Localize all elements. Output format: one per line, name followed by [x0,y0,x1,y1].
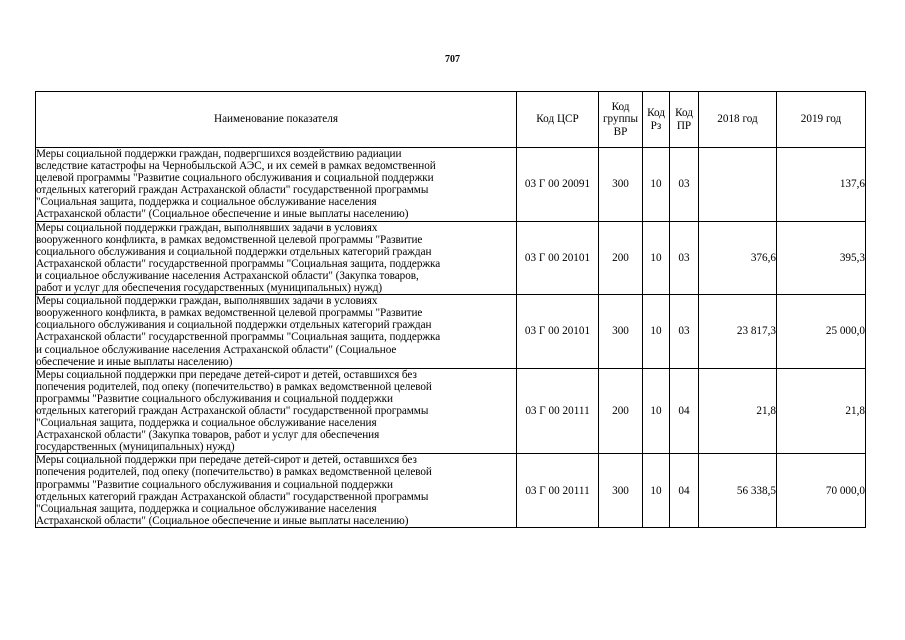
row-vr: 300 [599,454,643,528]
row-rz: 10 [643,454,670,528]
header-2018: 2018 год [699,92,777,148]
row-name-line: Меры социальной поддержки при передаче детей-сирот и детей, оставшихся без [36,454,417,467]
row-csr: 03 Г 00 20091 [517,148,599,222]
row-name-line: Астраханской области" государственной программы "Социальная защита, поддержка [36,257,441,270]
row-name-line: обеспечение и иные выплаты населению) [36,355,233,368]
row-vr: 300 [599,148,643,222]
row-2018: 376,6 [699,221,777,295]
header-csr: Код ЦСР [517,92,599,148]
row-name-cell [36,148,517,222]
row-name-line: программы "Развитие социального обслуживания и социальной поддержки [36,478,393,491]
row-name-line: "Социальная защита, поддержка и социальное обслуживание населения [36,502,377,515]
row-name-line: и социальное обслуживание населения Астраханской области" (Закупка товаров, [36,269,419,282]
row-2019: 395,3 [777,221,866,295]
row-name-line: попечения родителей, под опеку (попечительство) в рамках ведомственной целевой [36,380,432,393]
row-name-cell [36,295,517,369]
row-name-line: "Социальная защита, поддержка и социальное обслуживание населения [36,196,377,209]
row-name-line: социального обслуживания и социальной поддержки отдельных категорий граждан [36,319,432,332]
row-name-line: программы "Развитие социального обслуживания и социальной поддержки [36,392,393,405]
row-name-line: целевой программы "Развитие социального обслуживания и социальной поддержки [36,172,434,185]
row-pr: 03 [670,221,699,295]
header-pr: Код ПР [670,92,699,148]
row-name-line: Меры социальной поддержки граждан, выполнявших задачи в условиях [36,221,378,234]
table-header [36,92,866,148]
header-2019: 2019 год [777,92,866,148]
row-2018: 56 338,5 [699,454,777,528]
row-pr: 03 [670,148,699,222]
row-csr: 03 Г 00 20101 [517,221,599,295]
row-name-cell [36,368,517,454]
row-name-line: отдельных категорий граждан Астраханской области" государственной программы [36,404,429,417]
row-2019: 21,8 [777,368,866,454]
row-rz: 10 [643,148,670,222]
budget-table [35,91,866,528]
row-vr: 300 [599,295,643,369]
row-csr: 03 Г 00 20111 [517,368,599,454]
row-name-line: Астраханской области" (Социальное обеспечение и иные выплаты населению) [36,208,409,221]
row-2019: 25 000,0 [777,295,866,369]
row-2018 [699,148,777,222]
row-name-line: вследствие катастрофы на Чернобыльской АЭС, и их семей в рамках ведомственной [36,160,436,173]
row-name-line: Астраханской области" (Социальное обеспечение и иные выплаты населению) [36,514,409,527]
row-pr: 04 [670,368,699,454]
row-pr: 04 [670,454,699,528]
row-rz: 10 [643,295,670,369]
header-vr: Код группы ВР [599,92,643,148]
row-pr: 03 [670,295,699,369]
table-row [36,295,866,369]
row-name-line: работ и услуг для обеспечения государственных (муниципальных) нужд) [36,282,383,295]
header-rz: Код Рз [643,92,670,148]
row-name-cell [36,221,517,295]
row-2019: 137,6 [777,148,866,222]
table-row [36,221,866,295]
row-name-line: вооруженного конфликта, в рамках ведомственной целевой программы "Развитие [36,307,423,320]
row-vr: 200 [599,221,643,295]
row-2019: 70 000,0 [777,454,866,528]
row-name-cell [36,454,517,528]
table-row [36,148,866,222]
row-csr: 03 Г 00 20101 [517,295,599,369]
row-vr: 200 [599,368,643,454]
row-name-line: Астраханской области" государственной программы "Социальная защита, поддержка [36,331,441,344]
row-name-line: "Социальная защита, поддержка и социальное обслуживание населения [36,417,377,430]
row-rz: 10 [643,221,670,295]
row-csr: 03 Г 00 20111 [517,454,599,528]
row-name-line: вооруженного конфликта, в рамках ведомственной целевой программы "Развитие [36,233,423,246]
row-name-line: государственных (муниципальных) нужд) [36,441,235,454]
row-name-line: Меры социальной поддержки при передаче детей-сирот и детей, оставшихся без [36,368,417,381]
table-body [36,148,866,528]
row-name-line: Астраханской области" (Закупка товаров, работ и услуг для обеспечения [36,429,380,442]
row-name-line: социального обслуживания и социальной поддержки отдельных категорий граждан [36,245,432,258]
header-row [36,92,866,148]
row-name-line: Меры социальной поддержки граждан, подвергшихся воздействию радиации [36,148,402,160]
row-2018: 21,8 [699,368,777,454]
row-2018: 23 817,3 [699,295,777,369]
row-name-line: Меры социальной поддержки граждан, выполнявших задачи в условиях [36,295,378,308]
row-name-line: попечения родителей, под опеку (попечительство) в рамках ведомственной целевой [36,466,432,479]
page-number: 707 [445,54,460,65]
row-name-line: отдельных категорий граждан Астраханской области" государственной программы [36,184,429,197]
table-row [36,368,866,454]
row-rz: 10 [643,368,670,454]
header-name: Наименование показателя [36,92,517,148]
table-row [36,454,866,528]
row-name-line: и социальное обслуживание населения Астраханской области" (Социальное [36,343,397,356]
row-name-line: отдельных категорий граждан Астраханской области" государственной программы [36,490,429,503]
